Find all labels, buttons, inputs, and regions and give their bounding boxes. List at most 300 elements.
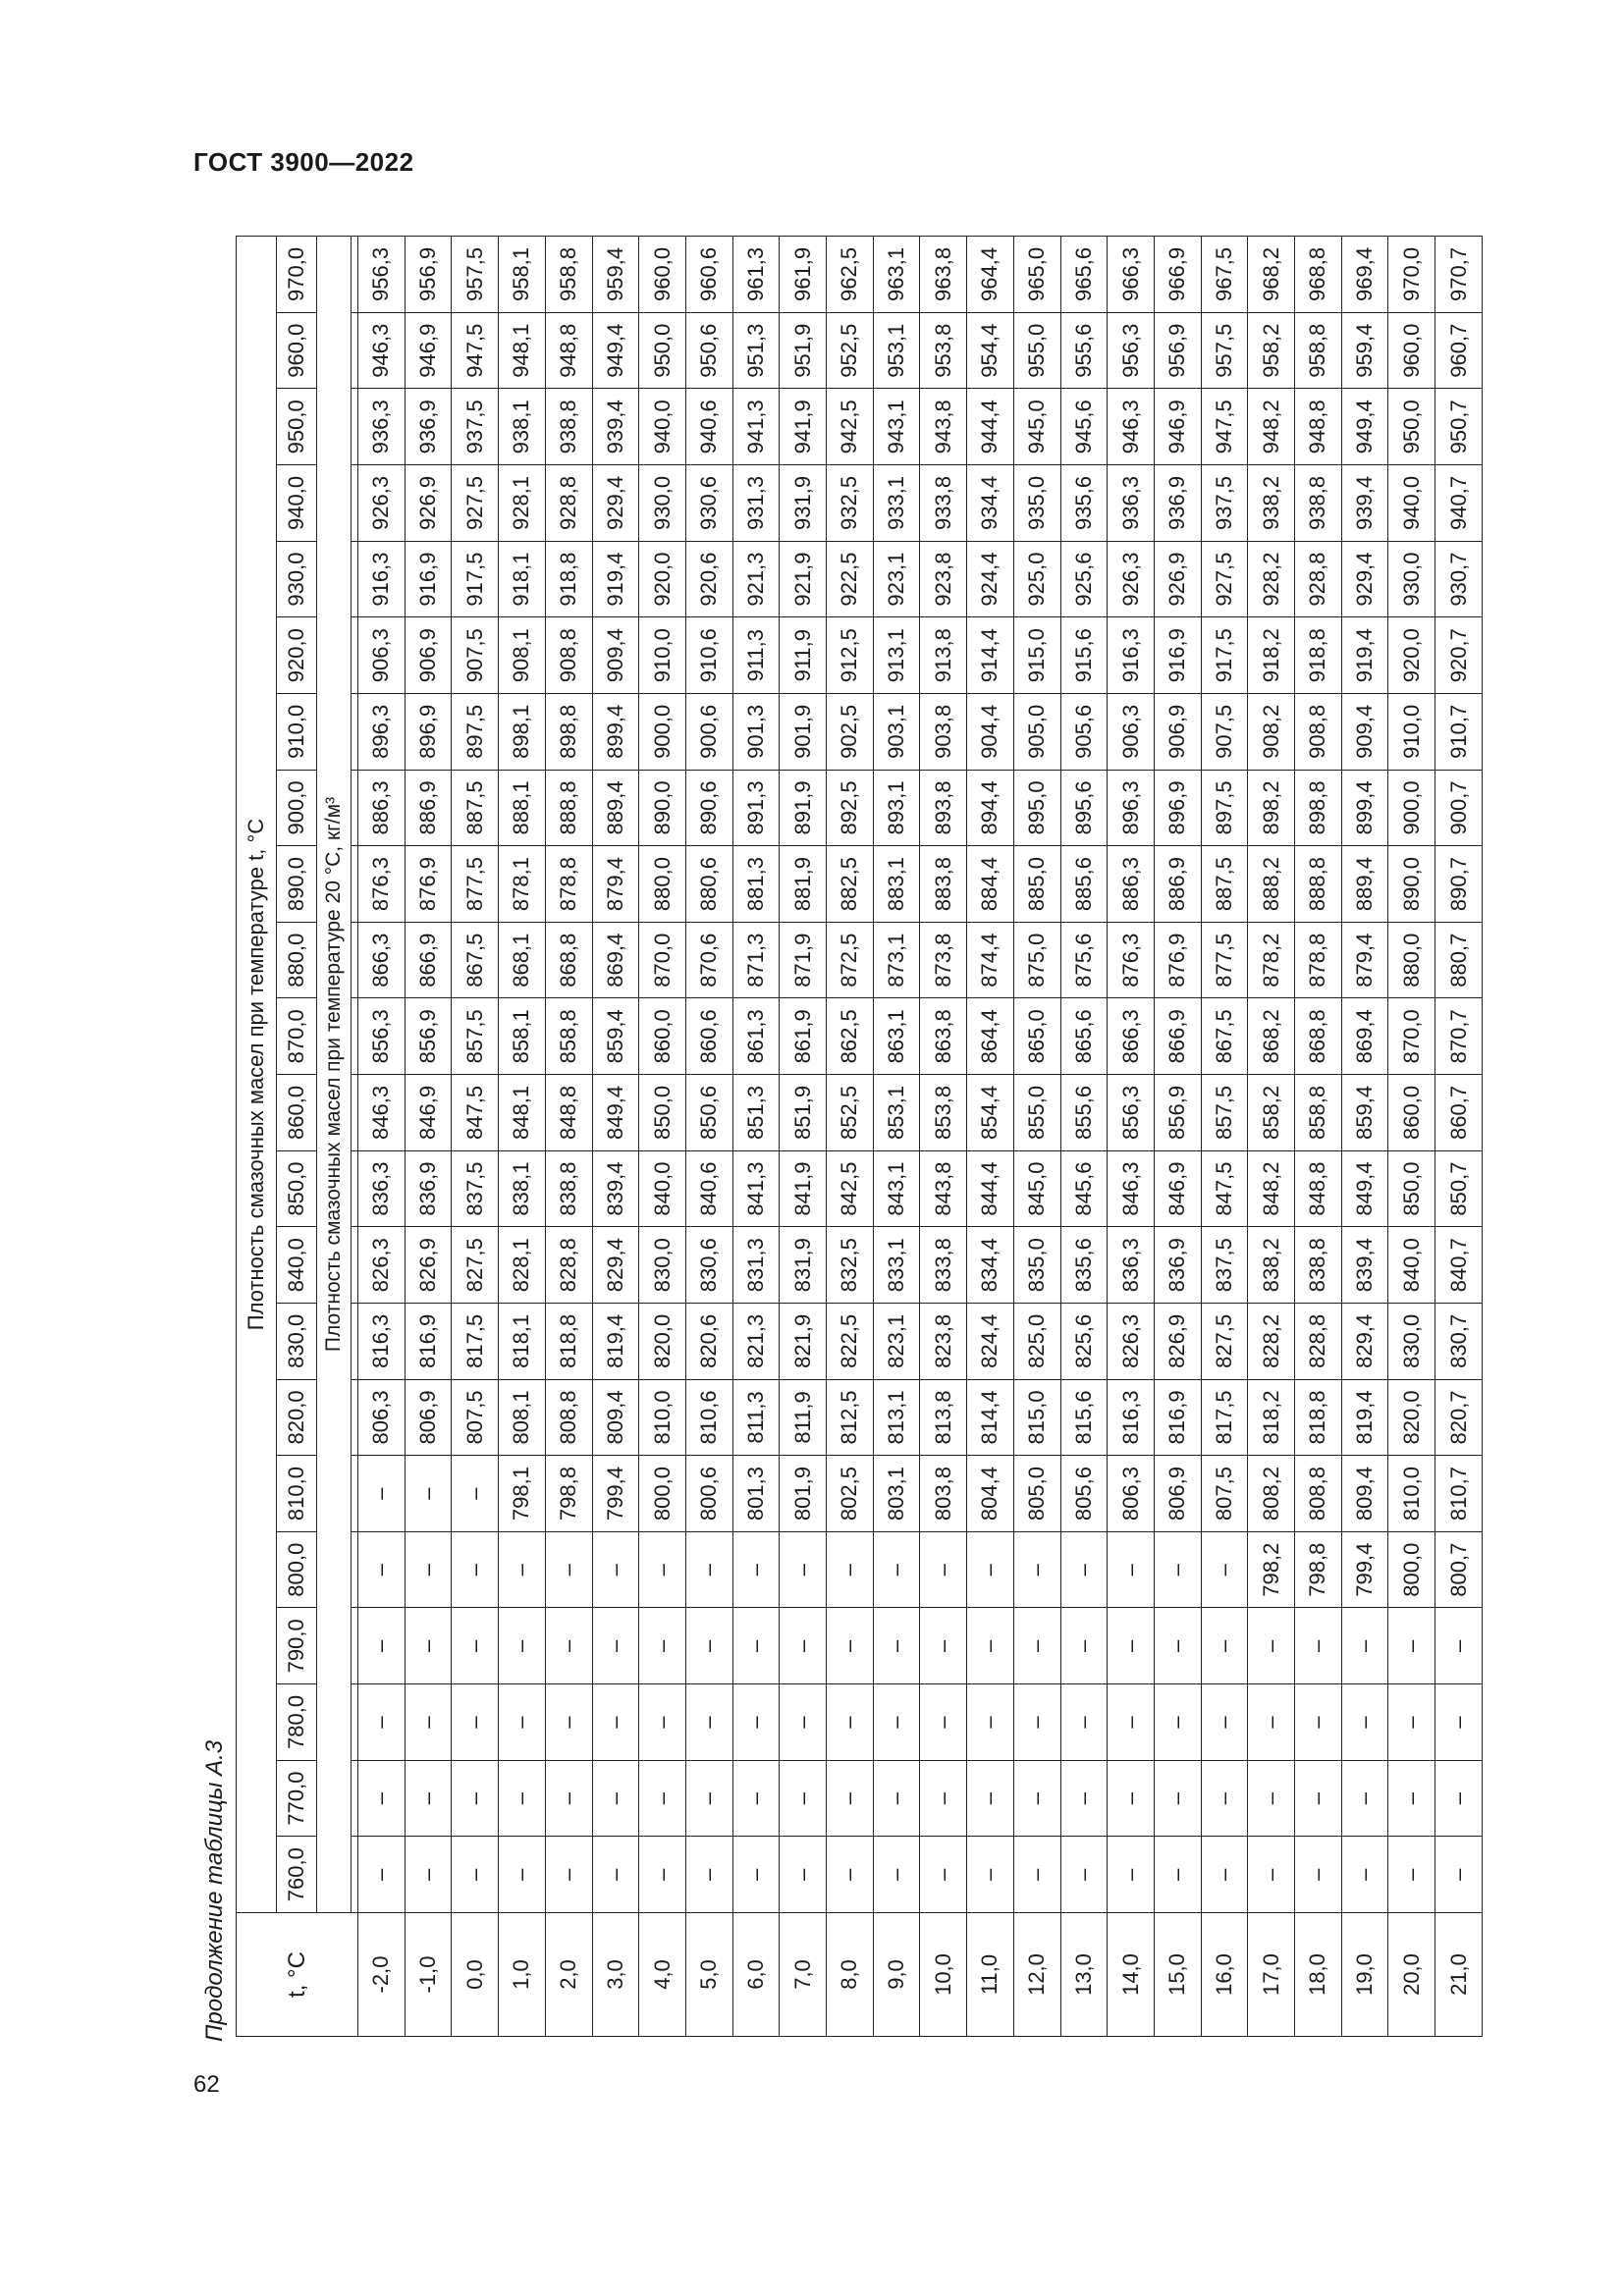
density-cell: – — [592, 1608, 639, 1684]
density-cell: 818,8 — [545, 1304, 592, 1380]
density-cell: 869,4 — [592, 922, 639, 998]
column-header: 760,0 — [277, 1837, 317, 1913]
header-spacer-cell — [352, 1760, 358, 1837]
density-cell: 816,3 — [358, 1304, 406, 1380]
density-cell: 927,5 — [452, 465, 499, 542]
density-cell: 817,5 — [452, 1304, 499, 1380]
density-cell: – — [405, 1684, 452, 1761]
column-header: 880,0 — [277, 922, 317, 998]
density-cell: 820,0 — [1388, 1379, 1435, 1456]
density-cell: – — [873, 1608, 920, 1684]
density-cell: 826,3 — [358, 1227, 406, 1304]
column-header: 800,0 — [277, 1531, 317, 1608]
density-cell: 957,5 — [452, 237, 499, 313]
density-cell: 798,8 — [1295, 1531, 1342, 1608]
density-cell: – — [967, 1608, 1014, 1684]
density-cell: – — [1435, 1608, 1483, 1684]
density-cell: 806,9 — [1154, 1456, 1201, 1532]
density-cell: 860,0 — [1388, 1075, 1435, 1151]
density-cell: 950,7 — [1435, 389, 1483, 465]
density-cell: – — [827, 1531, 874, 1608]
density-cell: 908,1 — [499, 617, 546, 694]
density-cell: 944,4 — [967, 389, 1014, 465]
density-cell: 946,3 — [358, 312, 406, 389]
density-cell: – — [780, 1837, 827, 1913]
density-cell: 846,9 — [1154, 1150, 1201, 1227]
density-cell: 884,4 — [967, 846, 1014, 923]
density-cell: 836,9 — [1154, 1227, 1201, 1304]
density-cell: 873,1 — [873, 922, 920, 998]
density-cell: – — [1295, 1760, 1342, 1837]
density-cell: 898,2 — [1248, 770, 1295, 846]
row-temperature: -1,0 — [405, 1913, 452, 2037]
density-cell: 962,5 — [827, 237, 874, 313]
density-cell: 936,3 — [1108, 465, 1155, 542]
density-cell: 918,8 — [1295, 617, 1342, 694]
density-cell: 811,3 — [732, 1379, 780, 1456]
density-cell: 855,0 — [1013, 1075, 1060, 1151]
density-cell: 949,4 — [1341, 389, 1388, 465]
density-cell: 880,0 — [1388, 922, 1435, 998]
density-cell: 950,0 — [1388, 389, 1435, 465]
density-cell: 914,4 — [967, 617, 1014, 694]
density-cell: 963,8 — [920, 237, 967, 313]
density-cell: 930,0 — [639, 465, 686, 542]
density-cell: 930,6 — [685, 465, 732, 542]
density-cell: – — [732, 1837, 780, 1913]
density-cell: 851,9 — [780, 1075, 827, 1151]
density-cell: – — [873, 1837, 920, 1913]
density-cell: 862,5 — [827, 998, 874, 1075]
density-cell: – — [1388, 1608, 1435, 1684]
density-cell: 876,3 — [358, 846, 406, 923]
row-temperature: 3,0 — [592, 1913, 639, 2037]
density-cell: 899,4 — [592, 694, 639, 771]
density-cell: 805,0 — [1013, 1456, 1060, 1532]
density-cell: – — [780, 1684, 827, 1761]
density-cell: 876,9 — [405, 846, 452, 923]
density-cell: 911,9 — [780, 617, 827, 694]
density-cell: – — [780, 1760, 827, 1837]
density-cell: 935,6 — [1060, 465, 1108, 542]
density-cell: – — [920, 1608, 967, 1684]
density-cell: 938,1 — [499, 389, 546, 465]
density-cell: – — [405, 1456, 452, 1532]
column-header: 770,0 — [277, 1760, 317, 1837]
density-cell: – — [732, 1684, 780, 1761]
density-cell: 921,3 — [732, 541, 780, 617]
density-cell: 900,0 — [1388, 770, 1435, 846]
density-cell: 910,7 — [1435, 694, 1483, 771]
density-cell: 915,0 — [1013, 617, 1060, 694]
density-cell: – — [1013, 1608, 1060, 1684]
density-cell: 806,9 — [405, 1379, 452, 1456]
density-cell: – — [452, 1837, 499, 1913]
density-cell: – — [1013, 1760, 1060, 1837]
table-body — [358, 237, 1483, 2037]
header-spacer-cell — [352, 617, 358, 694]
density-cell: 893,1 — [873, 770, 920, 846]
density-cell: 844,4 — [967, 1150, 1014, 1227]
density-cell: 813,8 — [920, 1379, 967, 1456]
density-cell: 886,3 — [1108, 846, 1155, 923]
density-cell: 810,6 — [685, 1379, 732, 1456]
density-cell: 810,7 — [1435, 1456, 1483, 1532]
header-row-sub — [317, 237, 352, 2037]
density-cell: 956,9 — [405, 237, 452, 313]
density-cell: 879,4 — [592, 846, 639, 923]
density-cell: 825,0 — [1013, 1304, 1060, 1380]
density-cell: 951,9 — [780, 312, 827, 389]
density-cell: 803,8 — [920, 1456, 967, 1532]
density-cell: 839,4 — [1341, 1227, 1388, 1304]
density-cell: – — [358, 1608, 406, 1684]
density-cell: 869,4 — [1341, 998, 1388, 1075]
density-cell: – — [499, 1684, 546, 1761]
density-cell: 856,9 — [1154, 1075, 1201, 1151]
density-cell: 889,4 — [592, 770, 639, 846]
column-header: 840,0 — [277, 1227, 317, 1304]
density-cell: 900,6 — [685, 694, 732, 771]
density-cell: 931,9 — [780, 465, 827, 542]
density-cell: 837,5 — [452, 1150, 499, 1227]
density-cell: 965,6 — [1060, 237, 1108, 313]
density-cell: 826,3 — [1108, 1304, 1155, 1380]
density-cell: 870,6 — [685, 922, 732, 998]
header-row-columns — [277, 237, 317, 2037]
density-cell: 903,1 — [873, 694, 920, 771]
row-temperature: 8,0 — [827, 1913, 874, 2037]
table-row — [499, 237, 546, 2037]
column-header: 930,0 — [277, 541, 317, 617]
density-cell: – — [639, 1684, 686, 1761]
density-cell: 956,3 — [1108, 312, 1155, 389]
density-cell: 908,2 — [1248, 694, 1295, 771]
density-cell: 958,2 — [1248, 312, 1295, 389]
density-cell: 858,1 — [499, 998, 546, 1075]
density-cell: 938,2 — [1248, 465, 1295, 542]
density-table — [236, 236, 1483, 2037]
column-header: 940,0 — [277, 465, 317, 542]
density-cell: 925,0 — [1013, 541, 1060, 617]
density-cell: 798,2 — [1248, 1531, 1295, 1608]
density-cell: 828,8 — [1295, 1304, 1342, 1380]
density-cell: 960,0 — [1388, 312, 1435, 389]
density-cell: – — [545, 1760, 592, 1837]
density-cell: – — [1154, 1608, 1201, 1684]
density-cell: 892,5 — [827, 770, 874, 846]
density-cell: 891,3 — [732, 770, 780, 846]
row-temperature: 5,0 — [685, 1913, 732, 2037]
page-number: 62 — [193, 2071, 220, 2098]
density-cell: 826,9 — [1154, 1304, 1201, 1380]
density-cell: 901,3 — [732, 694, 780, 771]
row-temperature: 14,0 — [1108, 1913, 1155, 2037]
density-cell: – — [1060, 1837, 1108, 1913]
density-cell: 946,9 — [405, 312, 452, 389]
density-cell: 803,1 — [873, 1456, 920, 1532]
row-temperature: 19,0 — [1341, 1913, 1388, 2037]
density-cell: 853,1 — [873, 1075, 920, 1151]
density-cell: 808,8 — [545, 1379, 592, 1456]
table-row — [1388, 237, 1435, 2037]
density-cell: 900,7 — [1435, 770, 1483, 846]
density-cell: 913,8 — [920, 617, 967, 694]
density-cell: 836,3 — [1108, 1227, 1155, 1304]
density-cell: 964,4 — [967, 237, 1014, 313]
density-cell: 941,3 — [732, 389, 780, 465]
density-cell: 809,4 — [1341, 1456, 1388, 1532]
density-cell: 808,8 — [1295, 1456, 1342, 1532]
density-cell: 840,6 — [685, 1150, 732, 1227]
density-cell: 882,5 — [827, 846, 874, 923]
row-temperature: 17,0 — [1248, 1913, 1295, 2037]
density-cell: 835,0 — [1013, 1227, 1060, 1304]
column-header: 960,0 — [277, 312, 317, 389]
density-cell: 830,0 — [1388, 1304, 1435, 1380]
density-cell: 819,4 — [592, 1304, 639, 1380]
density-cell: 951,3 — [732, 312, 780, 389]
density-cell: – — [1435, 1760, 1483, 1837]
density-cell: 871,9 — [780, 922, 827, 998]
density-cell: 861,3 — [732, 998, 780, 1075]
header-spacer-cell — [352, 1304, 358, 1380]
column-header: 950,0 — [277, 389, 317, 465]
density-cell: 865,0 — [1013, 998, 1060, 1075]
density-cell: 928,2 — [1248, 541, 1295, 617]
density-cell: 864,4 — [967, 998, 1014, 1075]
header-spacer-cell — [352, 465, 358, 542]
density-cell: 926,3 — [358, 465, 406, 542]
density-cell: 866,9 — [1154, 998, 1201, 1075]
density-cell: 870,0 — [639, 922, 686, 998]
density-cell: – — [1341, 1608, 1388, 1684]
density-cell: – — [639, 1837, 686, 1913]
density-cell: 813,1 — [873, 1379, 920, 1456]
density-cell: 875,6 — [1060, 922, 1108, 998]
table-row — [685, 237, 732, 2037]
density-cell: – — [873, 1684, 920, 1761]
density-cell: 920,6 — [685, 541, 732, 617]
density-cell: – — [1060, 1684, 1108, 1761]
density-cell: 927,5 — [1201, 541, 1248, 617]
density-cell: – — [1013, 1684, 1060, 1761]
density-cell: – — [1060, 1608, 1108, 1684]
density-cell: 955,6 — [1060, 312, 1108, 389]
density-cell: 891,9 — [780, 770, 827, 846]
density-cell: 967,5 — [1201, 237, 1248, 313]
density-cell: 816,9 — [405, 1304, 452, 1380]
density-cell: 834,4 — [967, 1227, 1014, 1304]
column-header: 870,0 — [277, 998, 317, 1075]
density-cell: 798,8 — [545, 1456, 592, 1532]
density-cell: 878,8 — [1295, 922, 1342, 998]
density-cell: 969,4 — [1341, 237, 1388, 313]
density-cell: 838,2 — [1248, 1227, 1295, 1304]
header-spacer-cell — [352, 1150, 358, 1227]
density-cell: 948,1 — [499, 312, 546, 389]
table-row — [452, 237, 499, 2037]
density-cell: 850,0 — [639, 1075, 686, 1151]
density-cell: 947,5 — [1201, 389, 1248, 465]
density-cell: 926,9 — [405, 465, 452, 542]
density-cell: 830,6 — [685, 1227, 732, 1304]
density-cell: 824,4 — [967, 1304, 1014, 1380]
density-cell: 953,8 — [920, 312, 967, 389]
density-cell: – — [827, 1760, 874, 1837]
density-cell: 919,4 — [1341, 617, 1388, 694]
density-cell: 880,6 — [685, 846, 732, 923]
density-cell: – — [639, 1531, 686, 1608]
density-cell: – — [592, 1837, 639, 1913]
row-temperature: 15,0 — [1154, 1913, 1201, 2037]
density-cell: 841,3 — [732, 1150, 780, 1227]
density-cell: 907,5 — [1201, 694, 1248, 771]
density-cell: – — [1295, 1608, 1342, 1684]
density-cell: 815,6 — [1060, 1379, 1108, 1456]
density-cell: – — [1248, 1608, 1295, 1684]
density-cell: 853,8 — [920, 1075, 967, 1151]
density-cell: 931,3 — [732, 465, 780, 542]
density-cell: 878,2 — [1248, 922, 1295, 998]
density-cell: – — [1388, 1684, 1435, 1761]
density-cell: – — [873, 1531, 920, 1608]
density-cell: 871,3 — [732, 922, 780, 998]
header-spacer-cell — [352, 389, 358, 465]
density-cell: 801,9 — [780, 1456, 827, 1532]
density-cell: 800,6 — [685, 1456, 732, 1532]
density-cell: – — [1060, 1760, 1108, 1837]
density-cell: 838,1 — [499, 1150, 546, 1227]
row-temperature: 0,0 — [452, 1913, 499, 2037]
density-cell: – — [358, 1684, 406, 1761]
density-cell: 888,8 — [1295, 846, 1342, 923]
density-cell: 886,9 — [1154, 846, 1201, 923]
density-cell: 960,6 — [685, 237, 732, 313]
density-cell: 937,5 — [1201, 465, 1248, 542]
density-cell: 890,0 — [639, 770, 686, 846]
density-cell: 836,3 — [358, 1150, 406, 1227]
density-cell: 928,1 — [499, 465, 546, 542]
density-cell: 823,8 — [920, 1304, 967, 1380]
density-cell: 846,9 — [405, 1075, 452, 1151]
table-header — [237, 237, 358, 2037]
density-cell: – — [1388, 1760, 1435, 1837]
density-at-20c-header: Плотность смазочных масел при температуре 20 °С, кг/м³ — [317, 237, 352, 1913]
density-cell: 878,8 — [545, 846, 592, 923]
density-cell: – — [452, 1760, 499, 1837]
density-cell: 916,3 — [1108, 617, 1155, 694]
density-cell: 818,2 — [1248, 1379, 1295, 1456]
column-header: 790,0 — [277, 1608, 317, 1684]
density-cell: – — [592, 1684, 639, 1761]
density-cell: 857,5 — [1201, 1075, 1248, 1151]
density-cell: – — [499, 1531, 546, 1608]
density-cell: 896,3 — [1108, 770, 1155, 846]
density-cell: 910,0 — [1388, 694, 1435, 771]
density-cell: 829,4 — [1341, 1304, 1388, 1380]
density-cell: 966,3 — [1108, 237, 1155, 313]
density-cell: 850,6 — [685, 1075, 732, 1151]
density-cell: 829,4 — [592, 1227, 639, 1304]
header-spacer-cell — [352, 694, 358, 771]
density-cell: – — [1108, 1608, 1155, 1684]
table-row — [967, 237, 1014, 2037]
density-cell: 840,7 — [1435, 1227, 1483, 1304]
density-cell: 866,3 — [1108, 998, 1155, 1075]
density-cell: 950,6 — [685, 312, 732, 389]
density-cell: – — [1108, 1837, 1155, 1913]
density-cell: 906,9 — [405, 617, 452, 694]
density-cell: 867,5 — [1201, 998, 1248, 1075]
density-cell: 858,2 — [1248, 1075, 1295, 1151]
density-cell: 816,3 — [1108, 1379, 1155, 1456]
density-cell: 905,6 — [1060, 694, 1108, 771]
header-spacer-cell — [352, 922, 358, 998]
density-cell: – — [452, 1531, 499, 1608]
row-temperature: 6,0 — [732, 1913, 780, 2037]
density-cell: 821,9 — [780, 1304, 827, 1380]
density-cell: 880,7 — [1435, 922, 1483, 998]
density-cell: 825,6 — [1060, 1304, 1108, 1380]
column-header: 850,0 — [277, 1150, 317, 1227]
density-cell: – — [1341, 1760, 1388, 1837]
density-cell: 938,8 — [1295, 465, 1342, 542]
table-row — [1154, 237, 1201, 2037]
table-row — [1060, 237, 1108, 2037]
density-cell: – — [1248, 1760, 1295, 1837]
density-cell: – — [358, 1837, 406, 1913]
density-cell: 906,3 — [358, 617, 406, 694]
density-cell: 808,1 — [499, 1379, 546, 1456]
density-cell: 907,5 — [452, 617, 499, 694]
density-cell: 904,4 — [967, 694, 1014, 771]
density-cell: 898,1 — [499, 694, 546, 771]
density-cell: 842,5 — [827, 1150, 874, 1227]
density-cell: 905,0 — [1013, 694, 1060, 771]
density-cell: 934,4 — [967, 465, 1014, 542]
density-cell: 920,7 — [1435, 617, 1483, 694]
density-cell: 860,7 — [1435, 1075, 1483, 1151]
density-cell: 906,9 — [1154, 694, 1201, 771]
density-cell: 840,0 — [1388, 1227, 1435, 1304]
density-cell: 848,8 — [545, 1075, 592, 1151]
density-cell: 872,5 — [827, 922, 874, 998]
density-cell: 946,9 — [1154, 389, 1201, 465]
density-cell: 941,9 — [780, 389, 827, 465]
density-cell: – — [592, 1531, 639, 1608]
density-cell: 897,5 — [452, 694, 499, 771]
row-temperature: -2,0 — [358, 1913, 406, 2037]
density-cell: 958,1 — [499, 237, 546, 313]
density-cell: 879,4 — [1341, 922, 1388, 998]
table-row — [1248, 237, 1295, 2037]
header-spacer-cell — [352, 1075, 358, 1151]
density-cell: – — [1295, 1684, 1342, 1761]
density-cell: 839,4 — [592, 1150, 639, 1227]
density-cell: – — [827, 1837, 874, 1913]
header-spacer-cell — [352, 846, 358, 923]
density-cell: 820,0 — [639, 1304, 686, 1380]
density-cell: 833,1 — [873, 1227, 920, 1304]
density-cell: 865,6 — [1060, 998, 1108, 1075]
table-row — [639, 237, 686, 2037]
density-cell: 823,1 — [873, 1304, 920, 1380]
density-cell: 922,5 — [827, 541, 874, 617]
density-cell: 940,7 — [1435, 465, 1483, 542]
density-cell: 912,5 — [827, 617, 874, 694]
density-cell: 900,0 — [639, 694, 686, 771]
